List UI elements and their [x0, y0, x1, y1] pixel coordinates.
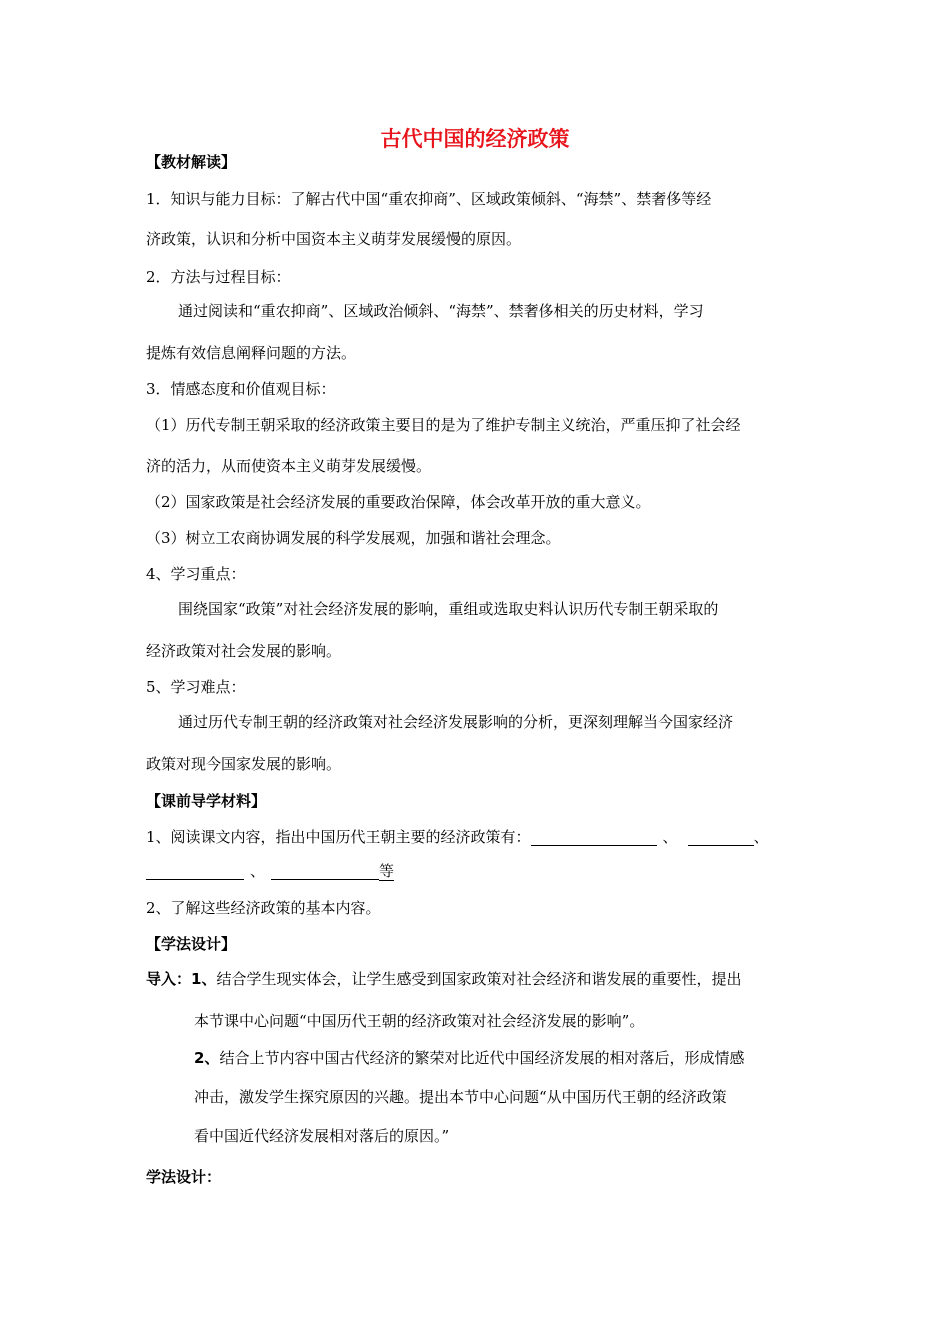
goal2-line2: 提炼有效信息阐释问题的方法。	[146, 344, 357, 362]
intro1-text: 结合学生现实体会，让学生感受到国家政策对社会经济和谐发展的重要性，提出	[216, 970, 742, 988]
blank-separator: 、	[250, 862, 266, 880]
question2: 2、了解这些经济政策的基本内容。	[146, 899, 381, 917]
intro2-line1	[194, 1047, 806, 1069]
intro2-line2: 冲击，激发学生探究原因的兴趣。提出本节中心问题“从中国历代王朝的经济政策	[194, 1088, 727, 1106]
goal3-label: 3．情感态度和价值观目标：	[146, 380, 336, 398]
intro1-line1	[146, 968, 806, 990]
goal2-line1: 通过阅读和“重农抑商”、区域政治倾斜、“海禁”、禁奢侈相关的历史材料，学习	[178, 302, 704, 320]
intro2-text: 结合上节内容中国古代经济的繁荣对比近代中国经济发展的相对落后，形成情感	[219, 1049, 745, 1067]
goal1-line1: 1．知识与能力目标：了解古代中国“重农抑商”、区域政策倾斜、“海禁”、禁奢侈等经	[146, 190, 712, 208]
blank-separator: 、	[753, 828, 769, 846]
goal3-item3: （3）树立工农商协调发展的科学发展观，加强和谐社会理念。	[146, 529, 561, 547]
difficulty-line1: 通过历代专制王朝的经济政策对社会经济发展影响的分析，更深刻理解当今国家经济	[178, 713, 734, 731]
section-heading-preview: 【课前导学材料】	[146, 792, 267, 810]
method-label: 学法设计：	[146, 1168, 222, 1186]
difficulty-line2: 政策对现今国家发展的影响。	[146, 755, 342, 773]
section-heading-textbook: 【教材解读】	[146, 153, 237, 171]
document-title: 古代中国的经济政策	[380, 127, 570, 151]
question1-end: 等	[379, 862, 395, 880]
intro-label: 导入：	[146, 970, 192, 988]
answer-blank-4[interactable]	[271, 863, 379, 880]
focus-label: 4、学习重点：	[146, 565, 246, 583]
goal3-item1-line1: （1）历代专制王朝采取的经济政策主要目的是为了维护专制主义统治，严重压抑了社会经	[146, 416, 741, 434]
goal2-label: 2．方法与过程目标：	[146, 268, 291, 286]
answer-blank-3[interactable]	[146, 863, 244, 880]
goal3-item1-line2: 济的活力，从而使资本主义萌芽发展缓慢。	[146, 457, 432, 475]
intro1-line2: 本节课中心问题“中国历代王朝的经济政策对社会经济发展的影响”。	[194, 1012, 645, 1030]
question1-line2	[146, 860, 806, 882]
focus-line2: 经济政策对社会发展的影响。	[146, 642, 342, 660]
section-heading-method: 【学法设计】	[146, 935, 237, 953]
focus-line1: 围绕国家“政策”对社会经济发展的影响，重组或选取史料认识历代专制王朝采取的	[178, 600, 719, 618]
answer-blank-1[interactable]	[531, 829, 657, 846]
difficulty-label: 5、学习难点：	[146, 678, 246, 696]
intro1-number: 1、	[191, 970, 217, 988]
question1-line1	[146, 826, 806, 848]
intro2-line3: 看中国近代经济发展相对落后的原因。”	[194, 1127, 450, 1145]
goal1-line2: 济政策，认识和分析中国资本主义萌芽发展缓慢的原因。	[146, 230, 522, 248]
blank-separator: 、	[662, 828, 678, 846]
goal3-item2: （2）国家政策是社会经济发展的重要政治保障，体会改革开放的重大意义。	[146, 493, 651, 511]
question1-text: 1、阅读课文内容，指出中国历代王朝主要的经济政策有：	[146, 828, 531, 846]
answer-blank-2[interactable]	[688, 829, 754, 846]
intro2-number: 2、	[194, 1049, 220, 1067]
